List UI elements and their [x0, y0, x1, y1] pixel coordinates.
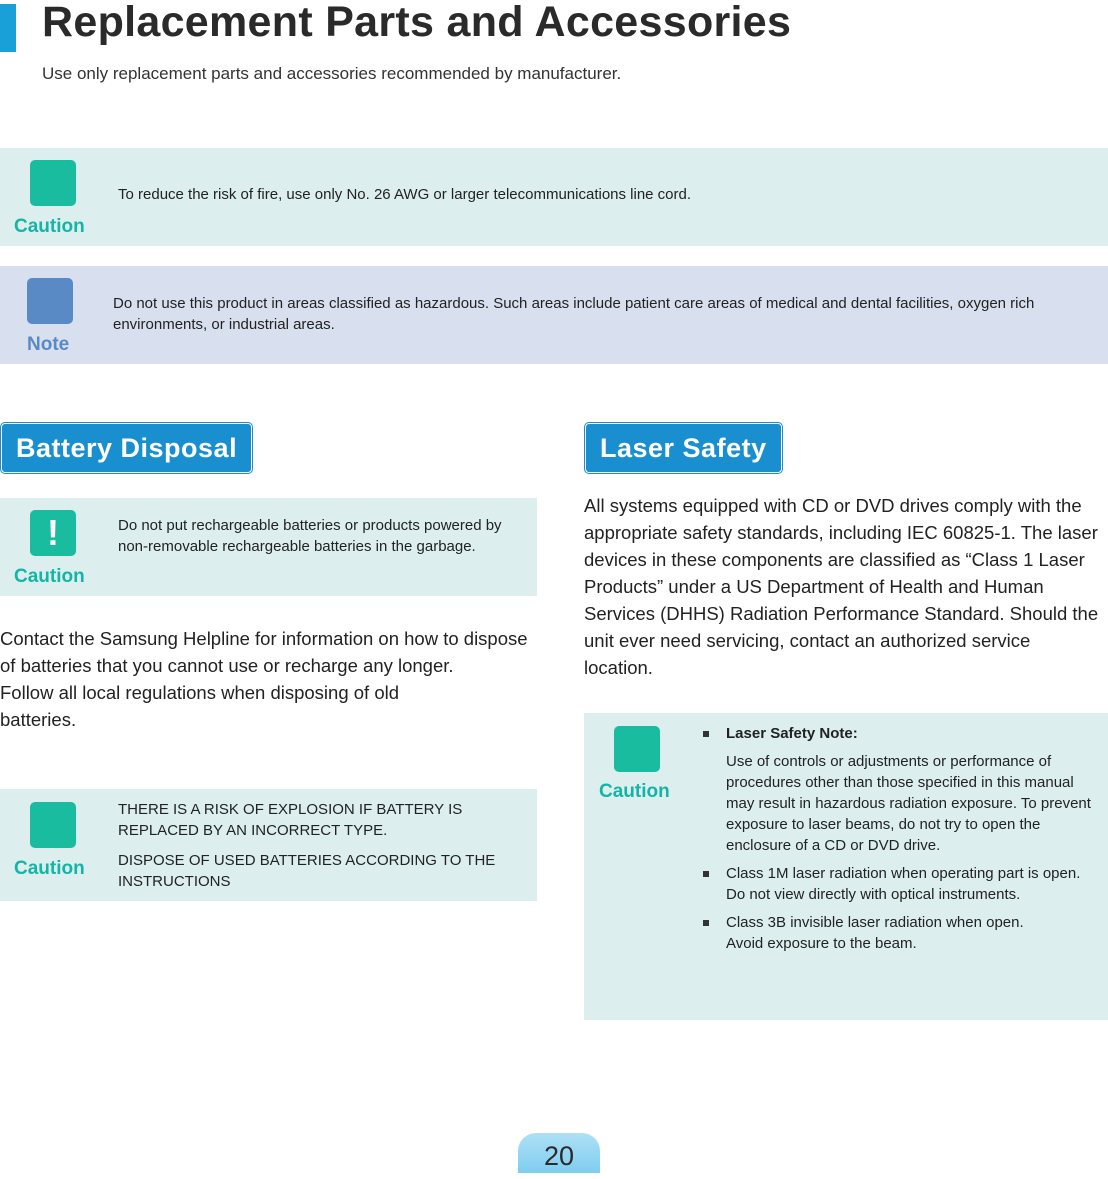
caution-icon: [614, 726, 660, 772]
laser-paragraph: All systems equipped with CD or DVD drives comply with the appropriate safety standards, including IEC 60825-1. The laser devices in these components are classified as “Class 1 Laser Products” under a US Department of Health and Human Services (DHHS) Radiation Performance Standard. Should the unit ever need servicing, contact an authorized service location.: [584, 495, 1099, 678]
caution-text-dispose: DISPOSE OF USED BATTERIES ACCORDING TO THE INSTRUCTIONS: [118, 852, 496, 890]
class-3b-warning: Avoid exposure to the beam.: [726, 935, 917, 952]
list-item: [700, 863, 1104, 905]
laser-note-heading: Laser Safety Note:: [726, 725, 858, 742]
bullet-square-icon: [703, 871, 709, 877]
list-item: [700, 912, 1104, 954]
battery-regulations-text: Follow all local regulations when disposing of old batteries.: [0, 682, 400, 730]
caution-icon: [30, 160, 76, 206]
laser-safety-heading: Laser Safety: [585, 423, 782, 473]
title-accent-bar: [0, 4, 16, 52]
note-icon: [27, 278, 73, 324]
bullet-square-icon: [703, 920, 709, 926]
battery-disposal-heading: Battery Disposal: [1, 423, 252, 473]
caution-box-fire: [0, 148, 1108, 246]
class-1m-text: Class 1M laser radiation when operating part is open.: [726, 865, 1081, 882]
page-number: 20: [518, 1133, 600, 1173]
caution-text: Do not put rechargeable batteries or products powered by non-removable rechargeable batteries in the garbage.: [118, 517, 502, 555]
caution-icon: [30, 802, 76, 848]
page-title: Replacement Parts and Accessories: [42, 0, 792, 46]
caution-text-explosion: THERE IS A RISK OF EXPLOSION IF BATTERY IS REPLACED BY AN INCORRECT TYPE.: [118, 801, 463, 839]
list-item: [700, 723, 1104, 856]
class-3b-text: Class 3B invisible laser radiation when open.: [726, 914, 1024, 931]
caution-box-laser: [584, 713, 1108, 1020]
laser-note-body: Use of controls or adjustments or performance of procedures other than those specified in this manual may result in hazardous radiation exposure. To prevent exposure to laser beams, do not try to open the enclosure of a CD or DVD drive.: [726, 753, 1091, 854]
bullet-square-icon: [703, 731, 709, 737]
caution-box-rechargeable: [0, 498, 537, 596]
note-box-hazardous: [0, 266, 1108, 364]
battery-paragraph: [0, 625, 528, 733]
caution-label: Caution: [14, 216, 85, 237]
page-subtitle: Use only replacement parts and accessories recommended by manufacturer.: [42, 64, 622, 83]
caution-label: Caution: [14, 566, 85, 587]
caution-text: To reduce the risk of fire, use only No. 26 AWG or larger telecommunications line cord.: [118, 186, 692, 203]
caution-label: Caution: [14, 858, 85, 879]
exclamation-icon: !: [30, 510, 76, 556]
caution-box-explosion: [0, 789, 537, 901]
laser-bullet-list: [700, 723, 1104, 961]
caution-label: Caution: [599, 781, 670, 802]
note-text: Do not use this product in areas classified as hazardous. Such areas include patient care areas of medical and dental facilities, oxygen rich environments, or industrial areas.: [113, 295, 1035, 333]
battery-helpline-text: Contact the Samsung Helpline for information on how to dispose of batteries that you cannot use or recharge any longer.: [0, 628, 528, 676]
class-1m-warning: Do not view directly with optical instruments.: [726, 886, 1021, 903]
note-label: Note: [27, 334, 70, 355]
